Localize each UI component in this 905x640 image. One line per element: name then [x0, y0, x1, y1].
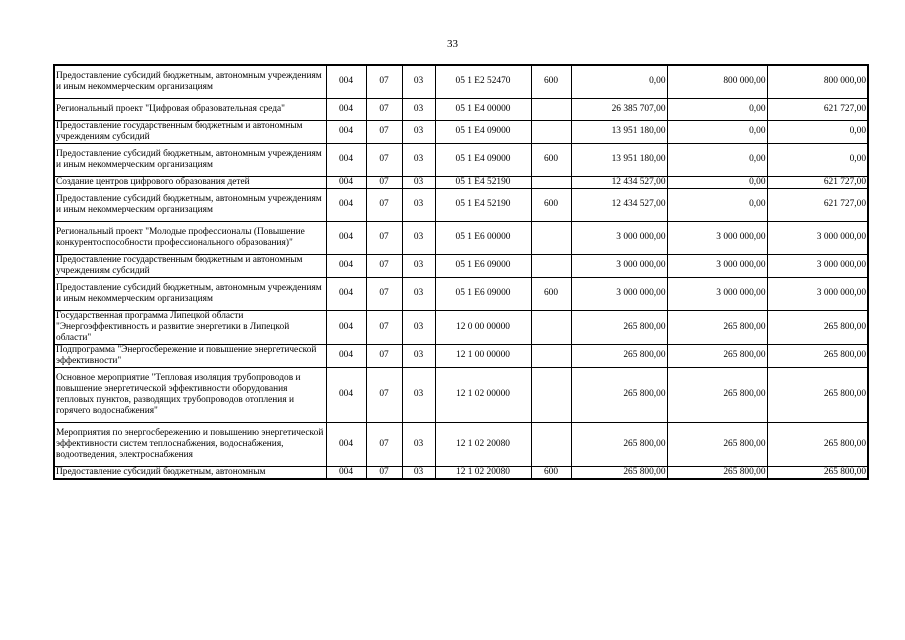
row-subsection-code: 03: [402, 310, 435, 344]
row-target-article: 05 1 E4 00000: [435, 98, 531, 120]
row-ved-code: 004: [326, 367, 366, 422]
row-subsection-code: 03: [402, 176, 435, 188]
row-target-article: 12 1 02 20080: [435, 422, 531, 466]
row-sum-year-3: 3 000 000,00: [767, 254, 868, 277]
budget-table: [53, 64, 869, 480]
row-section-code: 07: [366, 310, 402, 344]
row-subsection-code: 03: [402, 367, 435, 422]
row-sum-year-1: 265 800,00: [571, 310, 667, 344]
row-subsection-code: 03: [402, 254, 435, 277]
row-ved-code: 004: [326, 422, 366, 466]
row-expense-type: [531, 367, 571, 422]
row-name: Основное мероприятие "Тепловая изоляция трубопроводов и повышение энергетической эффективности оборудования тепловых пунктов, разводящих трубопроводов отопления и горячего водоснабжения": [54, 367, 326, 422]
table-row: [54, 143, 868, 176]
row-sum-year-2: 0,00: [667, 188, 767, 221]
row-sum-year-1: 3 000 000,00: [571, 221, 667, 254]
row-sum-year-3: 265 800,00: [767, 422, 868, 466]
row-subsection-code: 03: [402, 422, 435, 466]
row-sum-year-3: 621 727,00: [767, 188, 868, 221]
row-expense-type: 600: [531, 65, 571, 98]
row-subsection-code: 03: [402, 143, 435, 176]
row-sum-year-3: 265 800,00: [767, 344, 868, 367]
row-subsection-code: 03: [402, 344, 435, 367]
row-section-code: 07: [366, 254, 402, 277]
row-expense-type: [531, 221, 571, 254]
row-section-code: 07: [366, 143, 402, 176]
row-sum-year-3: 3 000 000,00: [767, 277, 868, 310]
table-row: [54, 367, 868, 422]
row-target-article: 05 1 E4 52190: [435, 176, 531, 188]
row-name: Предоставление субсидий бюджетным, автономным учреждениям и иным некоммерческим организациям: [54, 65, 326, 98]
row-sum-year-1: 13 951 180,00: [571, 143, 667, 176]
row-target-article: 05 1 E2 52470: [435, 65, 531, 98]
row-name: Предоставление субсидий бюджетным, автономным учреждениям и иным некоммерческим организациям: [54, 143, 326, 176]
row-subsection-code: 03: [402, 98, 435, 120]
row-sum-year-2: 265 800,00: [667, 310, 767, 344]
row-name: Предоставление субсидий бюджетным, автономным: [54, 466, 326, 479]
table-row: [54, 221, 868, 254]
row-sum-year-1: 12 434 527,00: [571, 188, 667, 221]
row-expense-type: [531, 310, 571, 344]
row-section-code: 07: [366, 98, 402, 120]
row-ved-code: 004: [326, 344, 366, 367]
row-sum-year-1: 3 000 000,00: [571, 277, 667, 310]
row-ved-code: 004: [326, 98, 366, 120]
row-name: Предоставление субсидий бюджетным, автономным учреждениям и иным некоммерческим организациям: [54, 277, 326, 310]
row-expense-type: [531, 344, 571, 367]
row-subsection-code: 03: [402, 65, 435, 98]
row-name: Государственная программа Липецкой области "Энергоэффективность и развитие энергетики в Липецкой области": [54, 310, 326, 344]
table-row: [54, 466, 868, 479]
row-sum-year-1: 3 000 000,00: [571, 254, 667, 277]
row-sum-year-1: 265 800,00: [571, 466, 667, 479]
row-sum-year-1: 265 800,00: [571, 422, 667, 466]
table-row: [54, 176, 868, 188]
row-sum-year-2: 800 000,00: [667, 65, 767, 98]
row-subsection-code: 03: [402, 277, 435, 310]
row-section-code: 07: [366, 277, 402, 310]
row-ved-code: 004: [326, 221, 366, 254]
row-target-article: 05 1 E4 09000: [435, 143, 531, 176]
row-expense-type: 600: [531, 143, 571, 176]
row-ved-code: 004: [326, 120, 366, 143]
row-subsection-code: 03: [402, 466, 435, 479]
row-sum-year-2: 265 800,00: [667, 344, 767, 367]
row-target-article: 05 1 E4 09000: [435, 120, 531, 143]
row-ved-code: 004: [326, 277, 366, 310]
row-sum-year-2: 0,00: [667, 143, 767, 176]
table-row: [54, 120, 868, 143]
row-expense-type: [531, 120, 571, 143]
row-ved-code: 004: [326, 254, 366, 277]
row-sum-year-3: 621 727,00: [767, 98, 868, 120]
row-sum-year-1: 265 800,00: [571, 344, 667, 367]
page-number: 33: [447, 38, 458, 50]
row-name: Региональный проект "Молодые профессионалы (Повышение конкурентоспособности профессионального образования)": [54, 221, 326, 254]
table-row: [54, 254, 868, 277]
row-sum-year-2: 3 000 000,00: [667, 254, 767, 277]
row-sum-year-3: 800 000,00: [767, 65, 868, 98]
row-expense-type: 600: [531, 277, 571, 310]
row-sum-year-3: 621 727,00: [767, 176, 868, 188]
table-row: [54, 344, 868, 367]
row-subsection-code: 03: [402, 221, 435, 254]
row-target-article: 12 0 00 00000: [435, 310, 531, 344]
row-expense-type: [531, 98, 571, 120]
row-target-article: 05 1 E4 52190: [435, 188, 531, 221]
row-name: Предоставление государственным бюджетным и автономным учреждениям субсидий: [54, 120, 326, 143]
row-target-article: 12 1 02 20080: [435, 466, 531, 479]
row-sum-year-1: 265 800,00: [571, 367, 667, 422]
row-section-code: 07: [366, 188, 402, 221]
row-sum-year-2: 0,00: [667, 98, 767, 120]
row-sum-year-2: 265 800,00: [667, 466, 767, 479]
row-name: Создание центров цифрового образования детей: [54, 176, 326, 188]
table-body: [54, 65, 868, 479]
row-section-code: 07: [366, 367, 402, 422]
table-row: [54, 310, 868, 344]
row-target-article: 12 1 00 00000: [435, 344, 531, 367]
row-sum-year-1: 0,00: [571, 65, 667, 98]
row-target-article: 05 1 E6 00000: [435, 221, 531, 254]
row-sum-year-3: 265 800,00: [767, 310, 868, 344]
table-row: [54, 65, 868, 98]
row-ved-code: 004: [326, 466, 366, 479]
table-row: [54, 98, 868, 120]
row-ved-code: 004: [326, 143, 366, 176]
row-subsection-code: 03: [402, 188, 435, 221]
row-section-code: 07: [366, 65, 402, 98]
row-ved-code: 004: [326, 188, 366, 221]
row-section-code: 07: [366, 176, 402, 188]
table-row: [54, 188, 868, 221]
row-subsection-code: 03: [402, 120, 435, 143]
table-row: [54, 422, 868, 466]
row-sum-year-1: 26 385 707,00: [571, 98, 667, 120]
row-name: Региональный проект "Цифровая образовательная среда": [54, 98, 326, 120]
row-expense-type: [531, 422, 571, 466]
row-sum-year-2: 265 800,00: [667, 367, 767, 422]
row-section-code: 07: [366, 221, 402, 254]
row-section-code: 07: [366, 422, 402, 466]
row-sum-year-2: 0,00: [667, 120, 767, 143]
row-sum-year-3: 0,00: [767, 120, 868, 143]
row-target-article: 05 1 E6 09000: [435, 277, 531, 310]
row-sum-year-3: 3 000 000,00: [767, 221, 868, 254]
row-sum-year-1: 12 434 527,00: [571, 176, 667, 188]
row-ved-code: 004: [326, 176, 366, 188]
row-sum-year-2: 3 000 000,00: [667, 277, 767, 310]
row-ved-code: 004: [326, 310, 366, 344]
row-name: Предоставление субсидий бюджетным, автономным учреждениям и иным некоммерческим организациям: [54, 188, 326, 221]
row-section-code: 07: [366, 344, 402, 367]
row-sum-year-3: 265 800,00: [767, 367, 868, 422]
row-name: Подпрограмма "Энергосбережение и повышение энергетической эффективности": [54, 344, 326, 367]
row-sum-year-3: 0,00: [767, 143, 868, 176]
row-expense-type: [531, 176, 571, 188]
row-expense-type: 600: [531, 188, 571, 221]
row-sum-year-2: 0,00: [667, 176, 767, 188]
row-target-article: 12 1 02 00000: [435, 367, 531, 422]
row-name: Предоставление государственным бюджетным и автономным учреждениям субсидий: [54, 254, 326, 277]
row-ved-code: 004: [326, 65, 366, 98]
row-name: Мероприятия по энергосбережению и повышению энергетической эффективности систем теплоснабжения, водоснабжения, водоотведения, электроснабжения: [54, 422, 326, 466]
table-row: [54, 277, 868, 310]
row-sum-year-2: 265 800,00: [667, 422, 767, 466]
row-expense-type: 600: [531, 466, 571, 479]
row-target-article: 05 1 E6 09000: [435, 254, 531, 277]
row-expense-type: [531, 254, 571, 277]
row-sum-year-2: 3 000 000,00: [667, 221, 767, 254]
row-sum-year-3: 265 800,00: [767, 466, 868, 479]
row-section-code: 07: [366, 120, 402, 143]
row-section-code: 07: [366, 466, 402, 479]
row-sum-year-1: 13 951 180,00: [571, 120, 667, 143]
